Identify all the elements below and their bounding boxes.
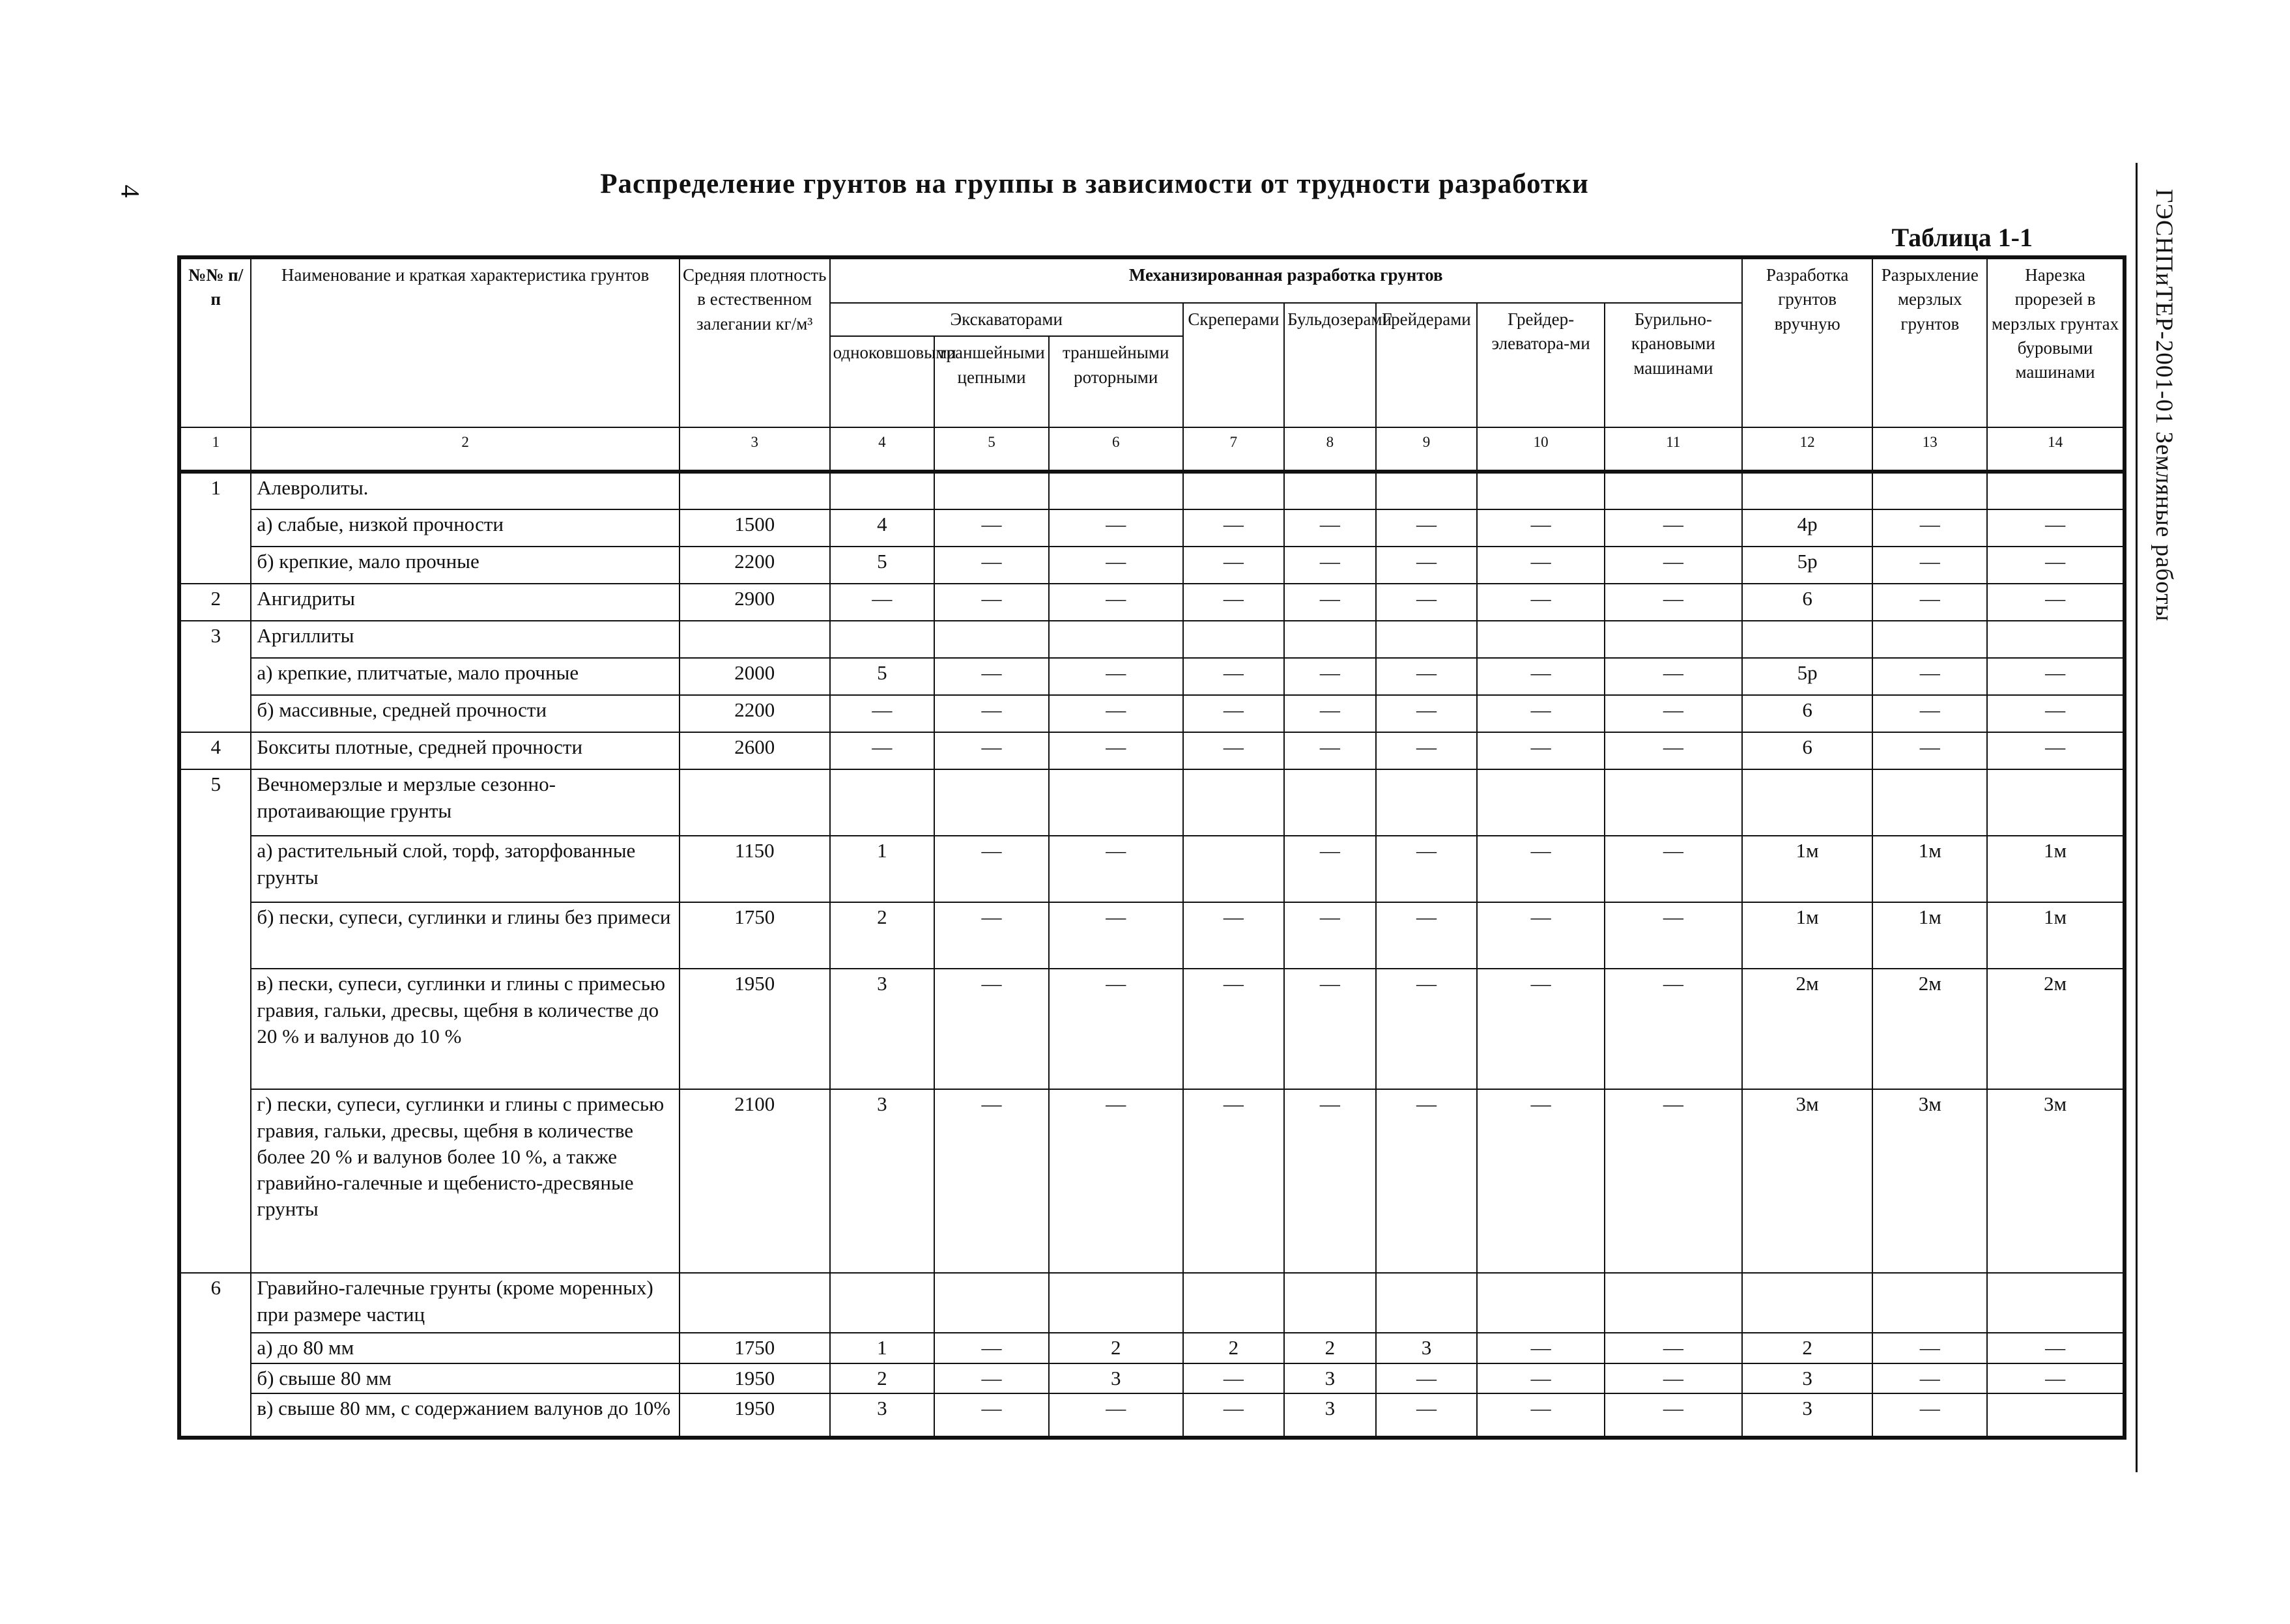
header-density: Средняя плотность в естественном залегании кг/м³	[680, 257, 830, 427]
group-value-cell: 1м	[1742, 836, 1873, 902]
density-cell: 2200	[680, 695, 830, 732]
group-value-cell: 4р	[1742, 509, 1873, 547]
group-value-cell: 3	[1742, 1393, 1873, 1438]
group-value-cell: 5р	[1742, 658, 1873, 695]
group-value-cell	[1376, 1273, 1478, 1333]
column-number: 2	[251, 427, 679, 472]
group-value-cell	[1742, 1273, 1873, 1333]
group-value-cell: 2	[830, 902, 935, 969]
group-value-cell: 5	[830, 658, 935, 695]
column-number: 1	[179, 427, 251, 472]
group-value-cell: —	[830, 732, 935, 769]
header-graders: Грейдерами	[1376, 303, 1478, 427]
group-value-cell: 6	[1742, 695, 1873, 732]
group-value-cell: —	[1477, 695, 1605, 732]
density-cell: 1950	[680, 969, 830, 1089]
group-value-cell: —	[1049, 509, 1183, 547]
group-value-cell: —	[1183, 902, 1285, 969]
group-value-cell: —	[1605, 547, 1742, 584]
density-cell	[680, 1273, 830, 1333]
group-value-cell	[1742, 769, 1873, 836]
group-value-cell	[1049, 769, 1183, 836]
group-value-cell: —	[1987, 658, 2125, 695]
group-value-cell: —	[1284, 547, 1376, 584]
group-value-cell: 2м	[1987, 969, 2125, 1089]
header-trench-chain: траншейными цепными	[934, 336, 1049, 427]
column-number: 8	[1284, 427, 1376, 472]
group-value-cell: 1м	[1987, 836, 2125, 902]
group-value-cell: 2	[1049, 1333, 1183, 1363]
group-value-cell: 6	[1742, 584, 1873, 621]
soil-name-cell: а) растительный слой, торф, заторфованные грунты	[251, 836, 679, 902]
group-value-cell: —	[1605, 1393, 1742, 1438]
group-value-cell: —	[1376, 969, 1478, 1089]
group-value-cell: —	[1183, 1363, 1285, 1393]
density-cell: 2200	[680, 547, 830, 584]
group-value-cell	[1376, 769, 1478, 836]
group-value-cell	[1605, 769, 1742, 836]
density-cell: 1500	[680, 509, 830, 547]
group-value-cell	[830, 769, 935, 836]
column-number: 11	[1605, 427, 1742, 472]
group-value-cell: 1м	[1987, 902, 2125, 969]
group-value-cell: —	[1284, 658, 1376, 695]
group-value-cell	[1284, 472, 1376, 509]
density-cell: 1950	[680, 1363, 830, 1393]
soil-name-cell: б) пески, супеси, суглинки и глины без примеси	[251, 902, 679, 969]
table-row	[179, 769, 2125, 836]
header-scrapers: Скреперами	[1183, 303, 1285, 427]
column-number: 7	[1183, 427, 1285, 472]
group-value-cell	[1049, 1273, 1183, 1333]
group-value-cell: 4	[830, 509, 935, 547]
group-value-cell: —	[1605, 732, 1742, 769]
group-value-cell: —	[1605, 584, 1742, 621]
soil-name-cell: б) массивные, средней прочности	[251, 695, 679, 732]
group-value-cell	[1477, 621, 1605, 658]
group-value-cell: —	[1183, 509, 1285, 547]
group-value-cell: 3	[830, 1089, 935, 1273]
group-value-cell: —	[934, 969, 1049, 1089]
group-value-cell: 3	[1376, 1333, 1478, 1363]
group-value-cell: —	[1049, 695, 1183, 732]
soil-name-cell: б) крепкие, мало прочные	[251, 547, 679, 584]
group-value-cell: —	[934, 1333, 1049, 1363]
group-value-cell: 2	[1284, 1333, 1376, 1363]
group-value-cell: —	[830, 584, 935, 621]
group-value-cell: —	[1477, 1089, 1605, 1273]
group-value-cell: —	[1477, 658, 1605, 695]
group-value-cell: —	[1605, 695, 1742, 732]
group-value-cell	[1284, 621, 1376, 658]
group-value-cell	[934, 1273, 1049, 1333]
group-value-cell: —	[1376, 584, 1478, 621]
table-row	[179, 1363, 2125, 1393]
group-value-cell: —	[1183, 1089, 1285, 1273]
group-value-cell: 3	[1284, 1393, 1376, 1438]
group-value-cell: —	[1284, 509, 1376, 547]
group-value-cell: —	[1183, 658, 1285, 695]
column-number: 9	[1376, 427, 1478, 472]
group-value-cell	[1284, 769, 1376, 836]
soil-name-cell: б) свыше 80 мм	[251, 1363, 679, 1393]
group-value-cell	[934, 472, 1049, 509]
group-value-cell: —	[1049, 836, 1183, 902]
group-value-cell: —	[1987, 547, 2125, 584]
group-value-cell	[934, 621, 1049, 658]
group-value-cell: 2м	[1742, 969, 1873, 1089]
column-number-row	[179, 427, 2125, 472]
soil-groups-table	[177, 255, 2126, 1440]
group-value-cell: —	[1049, 1393, 1183, 1438]
group-value-cell: 1	[830, 836, 935, 902]
group-value-cell: 3	[1742, 1363, 1873, 1393]
group-value-cell: —	[934, 836, 1049, 902]
group-value-cell: —	[1477, 1363, 1605, 1393]
density-cell: 1750	[680, 1333, 830, 1363]
group-value-cell	[1477, 769, 1605, 836]
group-value-cell: —	[1605, 509, 1742, 547]
group-value-cell: —	[934, 509, 1049, 547]
group-value-cell	[934, 769, 1049, 836]
group-value-cell: —	[1376, 1363, 1478, 1393]
header-single-bucket: одноковшовыми	[830, 336, 935, 427]
group-value-cell: —	[1872, 547, 1987, 584]
group-value-cell: —	[1872, 658, 1987, 695]
group-value-cell: —	[934, 1363, 1049, 1393]
density-cell	[680, 621, 830, 658]
group-value-cell: —	[1049, 658, 1183, 695]
group-value-cell	[1742, 472, 1873, 509]
density-cell	[680, 769, 830, 836]
header-excavators: Экскаваторами	[830, 303, 1183, 336]
group-value-cell	[1872, 769, 1987, 836]
header-mechanized: Механизированная разработка грунтов	[830, 257, 1742, 303]
group-value-cell	[1605, 472, 1742, 509]
group-value-cell: —	[934, 547, 1049, 584]
table-row	[179, 509, 2125, 547]
header-drill-crane: Бурильно-крановыми машинами	[1605, 303, 1742, 427]
group-value-cell: —	[1284, 902, 1376, 969]
group-value-cell: —	[934, 658, 1049, 695]
group-value-cell: 1м	[1872, 902, 1987, 969]
header-trench-rotor: траншейными роторными	[1049, 336, 1183, 427]
group-value-cell: —	[1183, 584, 1285, 621]
density-cell	[680, 472, 830, 509]
group-value-cell: —	[1477, 1333, 1605, 1363]
group-value-cell: 2	[1183, 1333, 1285, 1363]
group-value-cell: —	[1284, 1089, 1376, 1273]
density-cell: 1950	[680, 1393, 830, 1438]
group-value-cell: —	[1049, 584, 1183, 621]
group-value-cell: —	[1987, 732, 2125, 769]
group-value-cell: 6	[1742, 732, 1873, 769]
column-number: 13	[1872, 427, 1987, 472]
header-name: Наименование и краткая характеристика грунтов	[251, 257, 679, 427]
group-value-cell: 3	[1284, 1363, 1376, 1393]
group-value-cell: —	[1477, 902, 1605, 969]
group-value-cell: 1м	[1742, 902, 1873, 969]
group-value-cell: —	[1284, 969, 1376, 1089]
group-value-cell: —	[934, 732, 1049, 769]
group-value-cell: —	[1872, 1333, 1987, 1363]
group-value-cell: —	[1183, 969, 1285, 1089]
group-value-cell: —	[1987, 1363, 2125, 1393]
soil-name-cell: Вечномерзлые и мерзлые сезонно-протаивающие грунты	[251, 769, 679, 836]
soil-name-cell: Ангидриты	[251, 584, 679, 621]
header-loosening: Разрыхление мерзлых грунтов	[1872, 257, 1987, 427]
group-value-cell: 3	[1049, 1363, 1183, 1393]
group-value-cell: —	[1605, 1089, 1742, 1273]
header-num: №№ п/п	[179, 257, 251, 427]
group-value-cell	[1742, 621, 1873, 658]
soil-name-cell: Аргиллиты	[251, 621, 679, 658]
column-number: 6	[1049, 427, 1183, 472]
group-value-cell: —	[1477, 732, 1605, 769]
group-value-cell: 5р	[1742, 547, 1873, 584]
table-row	[179, 1393, 2125, 1438]
group-value-cell: —	[1987, 695, 2125, 732]
page-title: Распределение грунтов на группы в зависимости от трудности разработки	[600, 169, 1589, 199]
group-value-cell: 5	[830, 547, 935, 584]
group-value-cell: —	[1376, 902, 1478, 969]
group-value-cell: 2	[830, 1363, 935, 1393]
table-body	[179, 472, 2125, 1438]
density-cell: 2900	[680, 584, 830, 621]
group-value-cell	[1049, 621, 1183, 658]
soil-name-cell: а) слабые, низкой прочности	[251, 509, 679, 547]
group-value-cell	[830, 472, 935, 509]
group-value-cell: —	[1376, 695, 1478, 732]
group-value-cell: —	[1605, 969, 1742, 1089]
group-value-cell: —	[1376, 1089, 1478, 1273]
group-value-cell: —	[1872, 695, 1987, 732]
column-number: 12	[1742, 427, 1873, 472]
group-value-cell: —	[1872, 732, 1987, 769]
group-value-cell: —	[1376, 658, 1478, 695]
group-value-cell: —	[1049, 969, 1183, 1089]
group-value-cell: —	[934, 1089, 1049, 1273]
group-value-cell: —	[1872, 584, 1987, 621]
row-number: 6	[179, 1273, 251, 1438]
header-cutting: Нарезка прорезей в мерзлых грунтах буровыми машинами	[1987, 257, 2125, 427]
table-row	[179, 902, 2125, 969]
table-row	[179, 969, 2125, 1089]
group-value-cell: 1	[830, 1333, 935, 1363]
group-value-cell: —	[1183, 695, 1285, 732]
group-value-cell: 3м	[1872, 1089, 1987, 1273]
group-value-cell: —	[1376, 1393, 1478, 1438]
soil-name-cell: а) до 80 мм	[251, 1333, 679, 1363]
row-number: 3	[179, 621, 251, 732]
column-number: 3	[680, 427, 830, 472]
group-value-cell: —	[1183, 547, 1285, 584]
density-cell: 1150	[680, 836, 830, 902]
page-number: 4	[115, 184, 145, 198]
group-value-cell: 3	[830, 1393, 935, 1438]
soil-name-cell: а) крепкие, плитчатые, мало прочные	[251, 658, 679, 695]
group-value-cell: 2м	[1872, 969, 1987, 1089]
density-cell: 2000	[680, 658, 830, 695]
table-row	[179, 472, 2125, 509]
header-bulldozers: Бульдозерами	[1284, 303, 1376, 427]
group-value-cell: —	[1872, 509, 1987, 547]
group-value-cell: —	[1049, 902, 1183, 969]
group-value-cell: 3м	[1742, 1089, 1873, 1273]
table-row	[179, 1089, 2125, 1273]
group-value-cell: —	[1284, 584, 1376, 621]
group-value-cell: 2	[1742, 1333, 1873, 1363]
group-value-cell	[1183, 621, 1285, 658]
row-number: 5	[179, 769, 251, 1273]
table-row	[179, 1333, 2125, 1363]
group-value-cell	[1183, 769, 1285, 836]
group-value-cell: —	[1987, 584, 2125, 621]
column-number: 5	[934, 427, 1049, 472]
group-value-cell: —	[1049, 1089, 1183, 1273]
header-grader-elevators: Грейдер-элеватора-ми	[1477, 303, 1605, 427]
group-value-cell	[830, 621, 935, 658]
header-manual: Разработка грунтов вручную	[1742, 257, 1873, 427]
group-value-cell: —	[1987, 1333, 2125, 1363]
table-row	[179, 732, 2125, 769]
column-number: 10	[1477, 427, 1605, 472]
group-value-cell: —	[934, 902, 1049, 969]
group-value-cell: 1м	[1872, 836, 1987, 902]
group-value-cell	[1376, 472, 1478, 509]
group-value-cell: —	[1049, 547, 1183, 584]
group-value-cell	[1376, 621, 1478, 658]
group-value-cell: —	[1376, 509, 1478, 547]
group-value-cell: —	[934, 695, 1049, 732]
group-value-cell: —	[1605, 836, 1742, 902]
group-value-cell	[1987, 1393, 2125, 1438]
group-value-cell	[1477, 1273, 1605, 1333]
group-value-cell: —	[1987, 509, 2125, 547]
group-value-cell: —	[1477, 584, 1605, 621]
group-value-cell: —	[1284, 695, 1376, 732]
group-value-cell	[1183, 1273, 1285, 1333]
density-cell: 1750	[680, 902, 830, 969]
group-value-cell	[1183, 472, 1285, 509]
soil-name-cell: в) пески, супеси, суглинки и глины с примесью гравия, гальки, дресвы, щебня в количестве до 20 % и валунов до 10 %	[251, 969, 679, 1089]
group-value-cell: —	[1872, 1393, 1987, 1438]
group-value-cell: —	[1049, 732, 1183, 769]
table-label: Таблица 1-1	[1891, 223, 2033, 252]
side-running-header: ГЭСНПиТЕР-2001-01 Земляные работы	[2151, 189, 2177, 622]
group-value-cell: —	[1376, 836, 1478, 902]
group-value-cell: —	[830, 695, 935, 732]
group-value-cell	[1049, 472, 1183, 509]
group-value-cell	[1987, 621, 2125, 658]
group-value-cell: —	[1477, 836, 1605, 902]
group-value-cell: —	[1183, 1393, 1285, 1438]
table-row	[179, 621, 2125, 658]
table-row	[179, 658, 2125, 695]
soil-name-cell: Гравийно-галечные грунты (кроме моренных) при размере частиц	[251, 1273, 679, 1333]
group-value-cell: —	[1477, 969, 1605, 1089]
table-row	[179, 836, 2125, 902]
group-value-cell	[1987, 1273, 2125, 1333]
group-value-cell: —	[1605, 1333, 1742, 1363]
group-value-cell: —	[934, 1393, 1049, 1438]
group-value-cell	[1872, 621, 1987, 658]
table-row	[179, 584, 2125, 621]
group-value-cell	[1605, 1273, 1742, 1333]
group-value-cell: 3м	[1987, 1089, 2125, 1273]
table-row	[179, 695, 2125, 732]
group-value-cell	[830, 1273, 935, 1333]
soil-name-cell: в) свыше 80 мм, с содержанием валунов до 10%	[251, 1393, 679, 1438]
group-value-cell	[1605, 621, 1742, 658]
density-cell: 2100	[680, 1089, 830, 1273]
group-value-cell: 3	[830, 969, 935, 1089]
table-row	[179, 1273, 2125, 1333]
row-number: 2	[179, 584, 251, 621]
density-cell: 2600	[680, 732, 830, 769]
group-value-cell: —	[934, 584, 1049, 621]
row-number: 4	[179, 732, 251, 769]
soil-name-cell: г) пески, супеси, суглинки и глины с примесью гравия, гальки, дресвы, щебня в количестве более 20 % и валунов более 10 %, а также гравийно-галечные и щебенисто-дресвяные грунты	[251, 1089, 679, 1273]
group-value-cell	[1987, 472, 2125, 509]
group-value-cell: —	[1376, 732, 1478, 769]
group-value-cell: —	[1605, 1363, 1742, 1393]
table-row	[179, 547, 2125, 584]
side-divider-line	[2136, 163, 2138, 1472]
group-value-cell: —	[1477, 509, 1605, 547]
row-number: 1	[179, 472, 251, 584]
group-value-cell: —	[1376, 547, 1478, 584]
group-value-cell: —	[1284, 732, 1376, 769]
soil-name-cell: Алевролиты.	[251, 472, 679, 509]
group-value-cell	[1284, 1273, 1376, 1333]
group-value-cell: —	[1284, 836, 1376, 902]
group-value-cell: —	[1183, 732, 1285, 769]
group-value-cell: —	[1605, 902, 1742, 969]
group-value-cell	[1477, 472, 1605, 509]
soil-name-cell: Бокситы плотные, средней прочности	[251, 732, 679, 769]
group-value-cell	[1987, 769, 2125, 836]
group-value-cell: —	[1605, 658, 1742, 695]
column-number: 4	[830, 427, 935, 472]
group-value-cell: —	[1477, 1393, 1605, 1438]
group-value-cell	[1872, 472, 1987, 509]
group-value-cell	[1872, 1273, 1987, 1333]
group-value-cell	[1183, 836, 1285, 902]
group-value-cell: —	[1872, 1363, 1987, 1393]
group-value-cell: —	[1477, 547, 1605, 584]
column-number: 14	[1987, 427, 2125, 472]
